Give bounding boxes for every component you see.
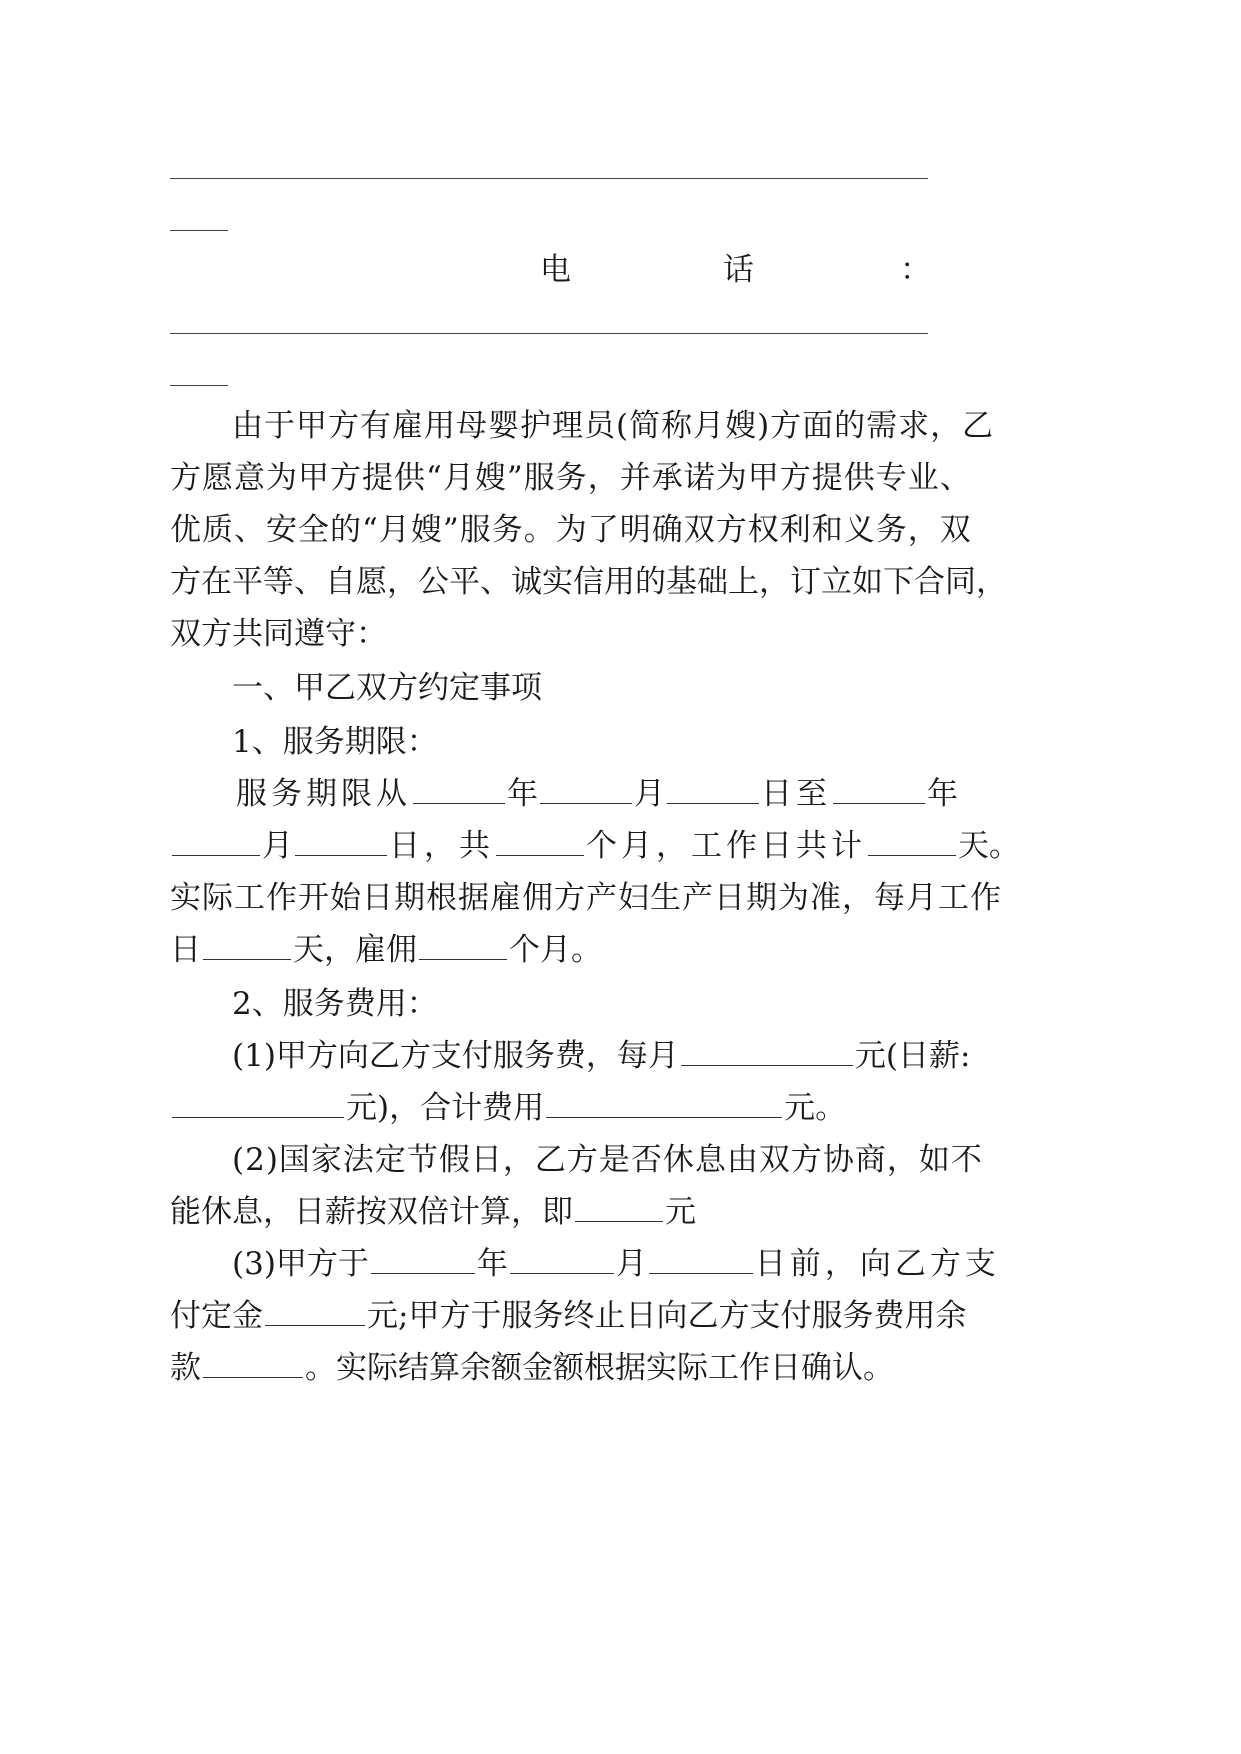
period-line-2 bbox=[170, 826, 1020, 866]
year-label-2: 年 bbox=[927, 776, 958, 812]
blank-workdays[interactable] bbox=[868, 829, 956, 856]
intro-line-2: 方愿意为甲方提供“月嫂”服务，并承诺为甲方提供专业、 bbox=[170, 460, 972, 496]
day-label: 日 bbox=[170, 932, 201, 968]
year-label: 年 bbox=[507, 776, 538, 812]
fee2-unit: 元 bbox=[665, 1194, 696, 1230]
fee3-text-a: (3)甲方于 bbox=[232, 1246, 369, 1282]
fee2-line-1: (2)国家法定节假日，乙方是否休息由双方协商，如不 bbox=[232, 1142, 983, 1178]
blank-end-year[interactable] bbox=[833, 777, 925, 804]
day-to-label: 日至 bbox=[761, 776, 831, 812]
phone-label-colon: ： bbox=[900, 252, 931, 288]
fee1-text-d: 元。 bbox=[784, 1090, 847, 1126]
blank-end-day[interactable] bbox=[295, 829, 387, 856]
days-hire-label: 天，雇佣 bbox=[293, 932, 417, 968]
phone-label-char-1: 电 bbox=[540, 252, 571, 288]
fee3-line-1 bbox=[232, 1244, 1000, 1284]
blank-deposit-day[interactable] bbox=[649, 1247, 753, 1274]
fee1-text-b: 元(日薪: bbox=[854, 1038, 971, 1074]
fee1-text-c: 元)，合计费用 bbox=[346, 1090, 545, 1126]
fee1-line-1 bbox=[232, 1036, 970, 1076]
fee3-balance-label: 款 bbox=[170, 1350, 201, 1386]
phone-label-char-2: 话 bbox=[723, 252, 754, 288]
intro-line-5: 双方共同遵守： bbox=[170, 616, 387, 652]
fee3-deposit-label: 付定金 bbox=[170, 1298, 263, 1334]
blank-balance[interactable] bbox=[203, 1351, 303, 1378]
month-label: 月 bbox=[634, 776, 665, 812]
period-line-3: 实际工作开始日期根据雇佣方产妇生产日期为准，每月工作 bbox=[170, 880, 1002, 916]
blank-daily-wage[interactable] bbox=[172, 1091, 344, 1118]
fee1-line-2 bbox=[170, 1088, 846, 1128]
fee1-text-a: (1)甲方向乙方支付服务费，每月 bbox=[232, 1038, 679, 1074]
intro-line-3: 优质、安全的“月嫂”服务。为了明确双方权利和义务，双 bbox=[170, 512, 972, 548]
fee3-year: 年 bbox=[476, 1246, 508, 1282]
blank-holiday-wage[interactable] bbox=[575, 1195, 663, 1222]
period-from-label: 服务期限从 bbox=[236, 776, 411, 812]
blank-start-day[interactable] bbox=[667, 777, 759, 804]
fee3-text-b: 日前，向乙方支 bbox=[754, 1246, 1000, 1282]
blank-line-2-tail bbox=[170, 385, 228, 386]
months-label: 个月。 bbox=[509, 932, 602, 968]
blank-total-fee[interactable] bbox=[546, 1091, 782, 1118]
fee2-text: 能休息，日薪按双倍计算，即 bbox=[170, 1194, 573, 1230]
day-total-label: 日，共 bbox=[389, 828, 494, 864]
blank-hire-months[interactable] bbox=[419, 933, 507, 960]
blank-deposit-amount[interactable] bbox=[265, 1299, 365, 1326]
blank-line-1-tail bbox=[170, 230, 228, 231]
blank-monthly-workdays[interactable] bbox=[203, 933, 291, 960]
blank-end-month[interactable] bbox=[172, 829, 260, 856]
blank-deposit-year[interactable] bbox=[371, 1247, 475, 1274]
item2-title: 2、服务费用： bbox=[232, 986, 438, 1022]
fee3-line-2 bbox=[170, 1296, 966, 1336]
fee3-text-d: 。实际结算余额金额根据实际工作日确认。 bbox=[305, 1350, 894, 1386]
blank-start-month[interactable] bbox=[540, 777, 632, 804]
months-workdays-label: 个月，工作日共计 bbox=[586, 828, 866, 864]
days-label: 天。 bbox=[958, 828, 1020, 864]
fee2-line-2 bbox=[170, 1192, 696, 1232]
fee3-month: 月 bbox=[615, 1246, 647, 1282]
item1-title: 1、服务期限： bbox=[232, 724, 438, 760]
month-label-2: 月 bbox=[262, 828, 293, 864]
blank-line-2 bbox=[170, 333, 928, 334]
blank-monthly-fee[interactable] bbox=[681, 1039, 853, 1066]
intro-line-1: 由于甲方有雇用母婴护理员(简称月嫂)方面的需求，乙 bbox=[232, 408, 995, 444]
blank-line-1 bbox=[170, 178, 928, 179]
period-line-1 bbox=[236, 774, 958, 814]
period-line-4 bbox=[170, 930, 602, 970]
blank-months[interactable] bbox=[496, 829, 584, 856]
blank-start-year[interactable] bbox=[413, 777, 505, 804]
blank-deposit-month[interactable] bbox=[510, 1247, 614, 1274]
fee3-line-3 bbox=[170, 1348, 894, 1388]
section1-title: 一、甲乙双方约定事项 bbox=[232, 670, 542, 706]
intro-line-4: 方在平等、自愿，公平、诚实信用的基础上，订立如下合同， bbox=[170, 564, 1007, 600]
fee3-text-c: 元;甲方于服务终止日向乙方支付服务费用余 bbox=[367, 1298, 967, 1334]
